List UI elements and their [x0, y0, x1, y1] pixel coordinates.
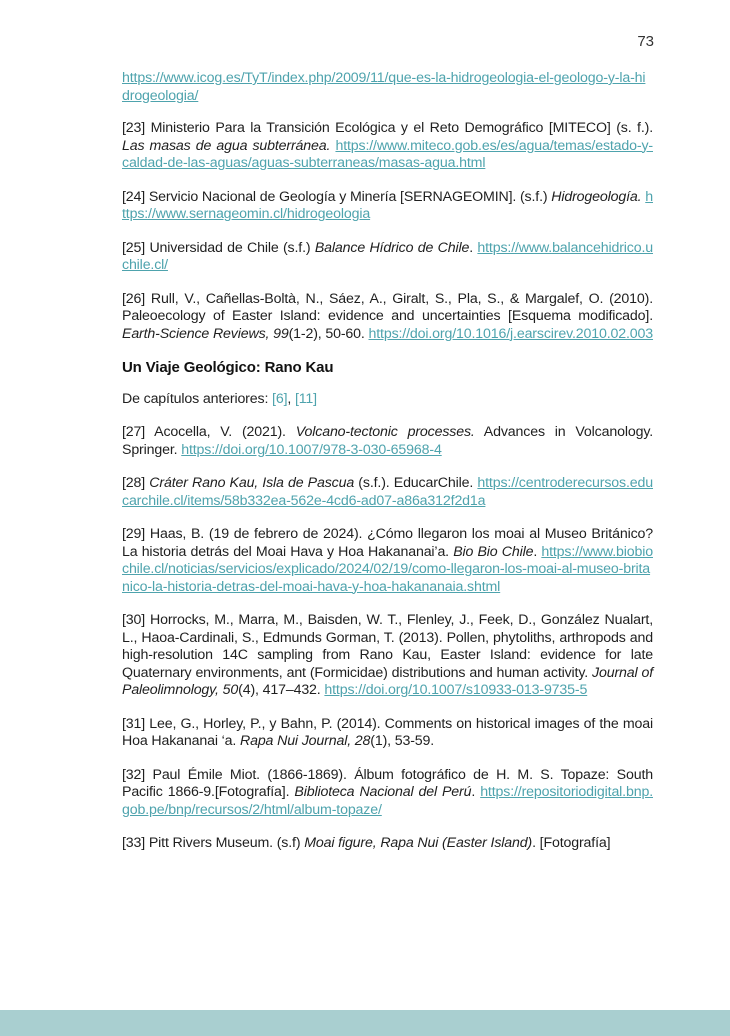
reference-title: Volcano-tectonic processes.	[295, 424, 475, 440]
section-heading: Un Viaje Geológico: Rano Kau	[122, 359, 334, 376]
reference-33	[122, 835, 653, 853]
reference-22-continuation	[122, 70, 653, 105]
reference-link[interactable]: https://doi.org/10.1007/978-3-030-65968-4	[181, 441, 442, 458]
footer-band	[0, 1010, 730, 1036]
reference-text-after: . [Fotografía]	[532, 835, 611, 851]
reference-text: [31] Lee, G., Horley, P., y Bahn, P. (2014). Comments on historical images of the moai Hoa Hakananai ‘a.	[122, 715, 653, 749]
reference-title: Rapa Nui Journal, 28	[239, 733, 371, 749]
reference-link[interactable]: https://www.miteco.gob.es/es/agua/temas/estado-y-caldad-de-las-aguas/aguas-subterraneas/masas-agua.html	[122, 137, 653, 171]
reference-link[interactable]: https://doi.org/10.1016/j.earscirev.2010.02.003	[368, 325, 654, 342]
reference-text-after: (1-2), 50-60.	[288, 325, 369, 342]
previous-chapters-label: De capítulos anteriores:	[122, 390, 273, 407]
reference-text-after: (s.f.). EducarChile.	[354, 475, 478, 491]
reference-title: Bio Bio Chile	[453, 543, 534, 560]
chapter-ref-link[interactable]: [6]	[272, 390, 288, 407]
reference-24	[122, 189, 653, 224]
reference-link[interactable]: https://www.icog.es/TyT/index.php/2009/11/que-es-la-hidrogeologia-el-geologo-y-la-hidrogeologia/	[122, 70, 646, 104]
reference-text: [23] Ministerio Para la Transición Ecológica y el Reto Demográfico [MITECO] (s. f.).	[122, 120, 653, 136]
reference-27	[122, 424, 653, 459]
reference-link[interactable]: https://doi.org/10.1007/s10933-013-9735-5	[324, 682, 588, 698]
previous-chapters-line	[122, 391, 653, 409]
reference-title: Cráter Rano Kau, Isla de Pascua	[149, 475, 355, 491]
reference-28	[122, 475, 653, 510]
reference-title: Hidrogeología.	[551, 188, 642, 205]
reference-31	[122, 716, 653, 751]
reference-text-after: .	[471, 784, 481, 800]
reference-link[interactable]: https://www.sernageomin.cl/hidrogeologia	[122, 188, 653, 222]
reference-link[interactable]: https://www.balancehidrico.uchile.cl/	[122, 239, 653, 273]
reference-title: Journal of Paleolimnology, 50	[122, 664, 654, 698]
reference-text: [30] Horrocks, M., Marra, M., Baisden, W. T., Flenley, J., Feek, D., González Nualart, L., Haoa-Cardinali, S., Edmunds Gorman, T. (2013). Pollen, phytoliths, arthropods and high-resolution 14C sampling from Rano Kau, Easter Island: evidence for late Quaternary environments, ant (Formicidae) distributions and human activity.	[122, 612, 653, 681]
reference-title: Earth-Science Reviews, 99	[122, 325, 289, 342]
reference-text: [28]	[122, 475, 150, 491]
reference-title: Balance Hídrico de Chile	[314, 239, 470, 256]
reference-title: Las masas de agua subterránea.	[122, 137, 331, 154]
reference-text: [24] Servicio Nacional de Geología y Minería [SERNAGEOMIN]. (s.f.)	[122, 188, 552, 205]
reference-25	[122, 240, 653, 275]
reference-title: Moai figure, Rapa Nui (Easter Island)	[304, 835, 533, 851]
reference-29	[122, 526, 653, 596]
reference-link[interactable]: https://www.biobiochile.cl/noticias/servicios/explicado/2024/02/19/como-llegaron-los-moai-al-museo-britanico-la-historia-detras-del-moai-hava-y-hoa-hakananaia.shtml	[122, 543, 653, 595]
reference-link[interactable]: https://repositoriodigital.bnp.gob.pe/bnp/recursos/2/html/album-topaze/	[122, 784, 653, 818]
chapter-ref-link[interactable]: [11]	[294, 390, 317, 407]
reference-text: [25] Universidad de Chile (s.f.)	[122, 239, 315, 256]
reference-text: [29] Haas, B. (19 de febrero de 2024). ¿Cómo llegaron los moai al Museo Británico? La historia detrás del Moai Hava y Hoa Hakananai’a.	[122, 526, 653, 560]
reference-32	[122, 767, 653, 820]
reference-text-after: .	[533, 543, 542, 560]
reference-text: [26] Rull, V., Cañellas-Boltà, N., Sáez, A., Giralt, S., Pla, S., & Margalef, O. (2010). Paleoecology of Easter Island: evidence and uncertainties [Esquema modificado].	[122, 290, 653, 324]
references-list	[122, 70, 653, 869]
reference-text: [32] Paul Émile Miot. (1866-1869). Álbum fotográfico de H. M. S. Topaze: South Pacific 1866-9.[Fotografía].	[122, 766, 653, 800]
reference-text: [27] Acocella, V. (2021).	[122, 424, 296, 440]
reference-title: Biblioteca Nacional del Perú	[294, 784, 472, 800]
reference-text-after: (4), 417–432.	[238, 682, 325, 698]
page-number: 73	[637, 33, 654, 50]
reference-23	[122, 120, 653, 173]
reference-text: [33] Pitt Rivers Museum. (s.f)	[122, 835, 305, 851]
reference-30	[122, 612, 653, 700]
separator: ,	[287, 390, 295, 407]
reference-text-after: Advances in Volcanology. Springer.	[122, 424, 653, 458]
reference-text-after: (1), 53-59.	[370, 733, 435, 749]
reference-26	[122, 291, 653, 344]
reference-text-after: .	[469, 239, 478, 256]
reference-link[interactable]: https://centroderecursos.educarchile.cl/items/58b332ea-562e-4cd6-ad07-a86a312f2d1a	[122, 475, 654, 509]
